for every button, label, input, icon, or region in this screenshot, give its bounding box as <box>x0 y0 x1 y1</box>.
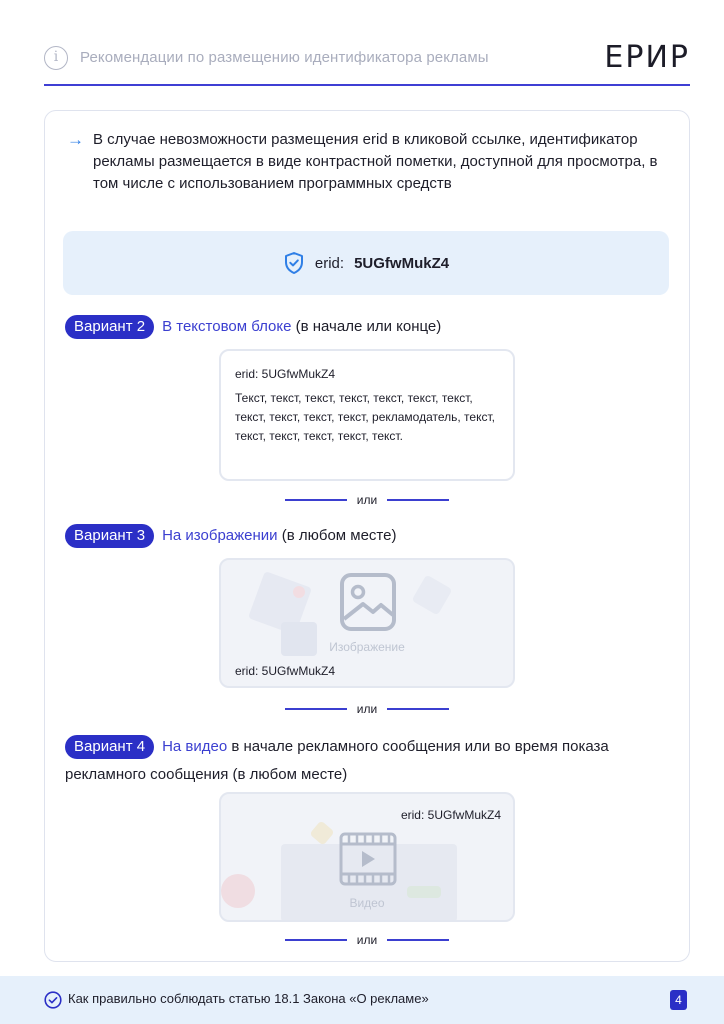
header-divider <box>44 84 690 86</box>
page-number: 4 <box>670 990 687 1010</box>
intro-block <box>67 129 667 195</box>
or-label: или <box>356 933 378 947</box>
intro-text: В случае невозможности размещения erid в кликовой ссылке, идентификатор рекламы размещается в виде контрастной пометки, доступной для просмотра, в том числе с использованием программных средств <box>93 131 658 192</box>
page-header <box>44 42 690 84</box>
erid-value: 5UGfwMukZ4 <box>354 254 450 272</box>
shield-check-icon <box>283 251 305 275</box>
video-placeholder-label: Видео <box>349 896 385 910</box>
header-title: Рекомендации по размещению идентификатора рекламы <box>80 49 489 66</box>
variant-3-pill: Вариант 3 <box>65 524 154 548</box>
sample-text: Текст, текст, текст, текст, текст, текст, текст, текст, текст, текст, текст, рекламодатель, текст, текст, текст, текст, текст, текст. <box>235 391 495 443</box>
video-sample <box>219 792 515 922</box>
info-icon: i <box>44 46 68 70</box>
variant-3-highlight: На изображении <box>162 527 278 544</box>
video-erid: erid: 5UGfwMukZ4 <box>400 808 501 822</box>
footer-text: Как правильно соблюдать статью 18.1 Закона «О рекламе» <box>68 991 429 1006</box>
or-label: или <box>356 702 378 716</box>
variant-2-heading <box>65 315 441 339</box>
image-erid: erid: 5UGfwMukZ4 <box>235 664 336 678</box>
image-sample <box>219 558 515 688</box>
text-block-sample <box>219 349 515 481</box>
or-label: или <box>356 493 378 507</box>
variant-3-heading <box>65 524 396 548</box>
variant-2-pill: Вариант 2 <box>65 315 154 339</box>
or-separator <box>285 491 449 509</box>
check-circle-icon <box>44 991 62 1009</box>
or-separator <box>285 931 449 949</box>
image-placeholder-icon <box>339 572 397 632</box>
variant-4-pill: Вариант 4 <box>65 735 154 759</box>
or-separator <box>285 700 449 718</box>
arrow-right-icon: → <box>67 130 84 149</box>
variant-4-heading <box>65 733 665 789</box>
video-placeholder-icon <box>339 832 397 886</box>
logo: ЕРИР <box>604 40 690 75</box>
image-placeholder-label: Изображение <box>329 640 405 654</box>
page-footer <box>0 976 724 1024</box>
erid-label: erid: <box>314 254 345 272</box>
sample-erid: erid: 5UGfwMukZ4 <box>235 367 336 381</box>
variant-4-rest: в начале рекламного сообщения или во время показа рекламного сообщения (в любом месте) <box>65 738 609 783</box>
erid-banner <box>63 231 669 295</box>
content-card <box>44 110 690 962</box>
variant-3-rest: (в любом месте) <box>281 527 397 544</box>
variant-2-rest: (в начале или конце) <box>295 318 442 335</box>
variant-2-highlight: В текстовом блоке <box>162 318 292 335</box>
variant-4-highlight: На видео <box>162 738 228 755</box>
